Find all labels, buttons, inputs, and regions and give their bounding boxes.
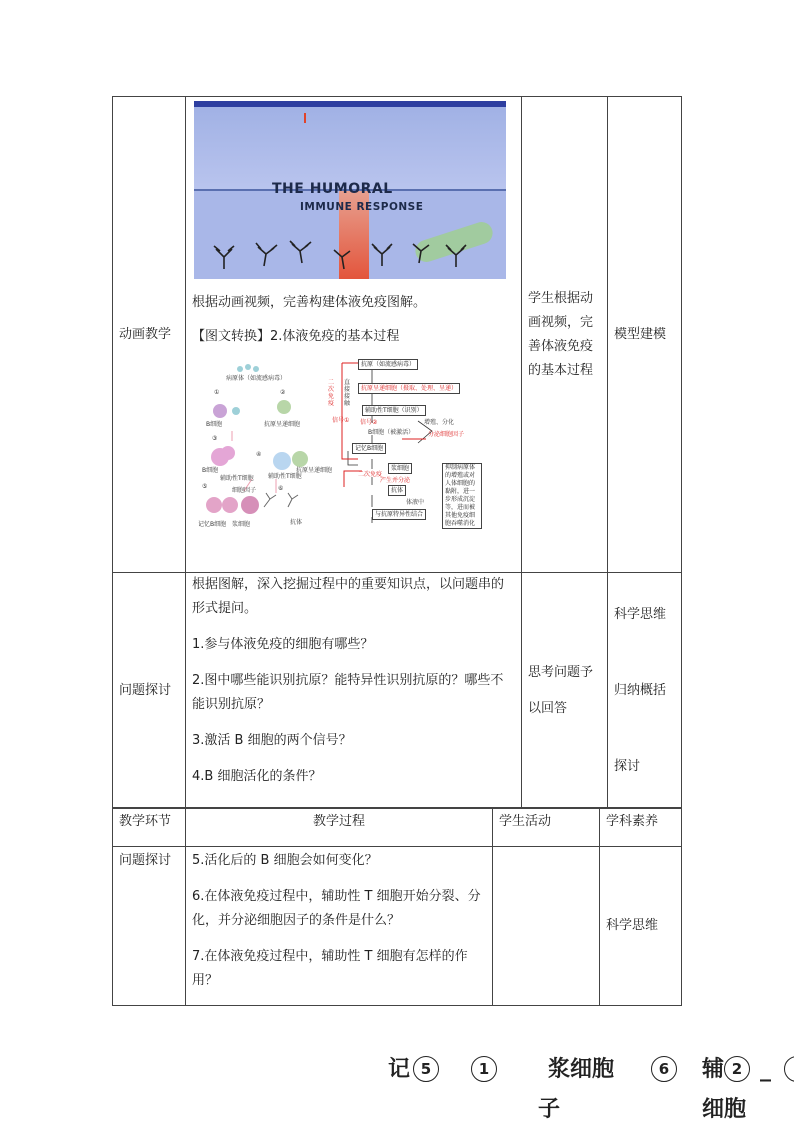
literacy-cell	[608, 97, 682, 573]
literacy-1: 科学思维	[614, 606, 667, 622]
fc-mem: 记忆B细胞	[352, 443, 386, 454]
plasma-cell-text: 浆细胞	[548, 1057, 615, 1082]
section-cell	[113, 847, 186, 1006]
student-activity-cell	[493, 847, 600, 1006]
process-cell	[186, 847, 493, 1006]
table-row	[113, 97, 682, 573]
question-4: 4.B 细胞活化的条件？	[192, 769, 322, 784]
process-cell	[186, 97, 522, 573]
section-label: 问题探讨	[119, 853, 172, 868]
question-1: 1.参与体液免疫的细胞有哪些？	[192, 637, 374, 652]
fc-signal: 信号①	[332, 417, 350, 424]
circle-number-1: 1	[471, 1056, 497, 1082]
cytokine-label: 细胞因子	[232, 487, 257, 494]
header-activity: 学生活动	[499, 814, 552, 829]
section-cell	[113, 573, 186, 809]
fc-produce: 产生并分泌	[380, 477, 411, 484]
student-activity-cell	[522, 97, 608, 573]
circle-number-5: 5	[413, 1056, 439, 1082]
circle-partial	[784, 1056, 794, 1082]
table-row	[113, 847, 682, 1006]
antibody-icon	[372, 244, 392, 266]
memory-label: 记忆B细胞	[198, 521, 227, 528]
apc2-label: 抗原呈递细胞	[296, 467, 333, 474]
fc-antigen: 抗原（如流感病毒）	[358, 359, 418, 370]
section-label: 问题探讨	[119, 682, 172, 698]
step-6: ⑥	[278, 485, 284, 492]
apc-label: 抗原呈递细胞	[264, 421, 301, 428]
fc-b: B细胞（被激活）	[368, 429, 415, 436]
literacy-cell	[600, 847, 682, 1006]
dash-text: _	[760, 1057, 771, 1082]
lesson-table-2	[112, 807, 682, 1006]
cell-text: 细胞	[702, 1097, 747, 1122]
question-2: 2.图中哪些能识别抗原？能特异性识别抗原的？哪些不能识别抗原？	[192, 673, 504, 712]
fc-second: 二次免疫	[328, 379, 335, 407]
literacy-3: 探讨	[614, 758, 641, 774]
intro-text: 根据图解，深入挖掘过程中的重要知识点，以问题串的形式提问。	[192, 577, 505, 616]
antibody-icons	[194, 101, 506, 279]
fc-th: 辅助性T细胞（识别）	[362, 405, 426, 416]
student-activity-cell	[522, 573, 608, 809]
video-title: THE HUMORAL	[272, 181, 393, 197]
bcell2-label: B细胞	[202, 467, 219, 474]
fc-direct: 直接接触	[344, 379, 351, 407]
header-process: 教学过程	[312, 814, 365, 829]
header-cell	[186, 808, 493, 847]
antibody-icon	[446, 245, 466, 267]
fragment-text: 记	[388, 1057, 411, 1082]
circle-number-2: 2	[724, 1056, 750, 1082]
table-header-row	[113, 808, 682, 847]
table-row	[113, 573, 682, 809]
literacy: 模型建模	[614, 326, 667, 342]
circle-number-6: 6	[651, 1056, 677, 1082]
instruction-text: 根据动画视频，完善构建体液免疫图解。	[192, 295, 427, 310]
step-3: ③	[212, 435, 218, 442]
fc-side: 抑制病原体的增殖或对人体细胞的黏附，进一步形成沉淀等，进而被其他免疫细胞吞噬消化	[442, 463, 482, 529]
fc-signal2: 信号②	[360, 419, 378, 426]
antibody-icon	[290, 241, 311, 263]
pathogen-label: 病原体（如流感病毒）	[226, 375, 287, 382]
video-frame[interactable]	[194, 101, 506, 279]
step-1: ①	[214, 389, 220, 396]
question-6: 6.在体液免疫过程中，辅助性 T 细胞开始分裂、分化，并分泌细胞因子的条件是什么？	[192, 889, 481, 928]
fc-ab: 抗体	[388, 485, 406, 496]
student-activity: 学生根据动画视频，完善体液免疫的基本过程	[528, 290, 594, 378]
literacy-cell	[608, 573, 682, 809]
bcell-label: B细胞	[206, 421, 223, 428]
student-activity: 思考问题予以回答	[528, 664, 594, 716]
step-4: ④	[256, 451, 262, 458]
antibody-label: 抗体	[290, 519, 303, 526]
header-literacy: 学科素养	[606, 814, 659, 829]
antibody-icon	[256, 243, 277, 266]
header-cell	[113, 808, 186, 847]
section-label: 动画教学	[119, 326, 172, 342]
fc-apc: 抗原呈递细胞（摄取、处理、呈递）	[358, 383, 460, 394]
section-cell	[113, 97, 186, 573]
video-subtitle: IMMUNE RESPONSE	[300, 201, 424, 213]
th-label: 辅助性T细胞	[220, 475, 254, 482]
antibody-icon	[413, 244, 429, 263]
th2-label: 辅助性T细胞	[268, 473, 302, 480]
antibody-icon	[214, 246, 234, 269]
step-2: ②	[280, 389, 286, 396]
bottom-fragment	[0, 1052, 794, 1123]
plasma-label: 浆细胞	[232, 521, 251, 528]
fc-second2: 二次免疫	[358, 471, 383, 478]
header-cell	[493, 808, 600, 847]
question-7: 7.在体液免疫过程中，辅助性 T 细胞有怎样的作用？	[192, 949, 468, 988]
fc-cytokine: 分泌细胞因子	[428, 431, 465, 438]
literacy: 科学思维	[606, 918, 659, 933]
question-3: 3.激活 B 细胞的两个信号？	[192, 733, 352, 748]
header-cell	[600, 808, 682, 847]
literacy-2: 归纳概括	[614, 682, 667, 698]
header-section: 教学环节	[119, 814, 172, 829]
antibody-icon	[334, 250, 350, 269]
fc-fluid: 体液中	[406, 499, 425, 506]
question-5: 5.活化后的 B 细胞会如何变化？	[192, 853, 378, 868]
fc-plasma: 浆细胞	[388, 463, 412, 474]
plasma-tail-text: 子	[538, 1097, 561, 1122]
figure-title: 【图文转换】2.体液免疫的基本过程	[192, 329, 400, 344]
assist-text: 辅	[702, 1057, 725, 1082]
fc-bind: 与抗原特异性结合	[372, 509, 426, 520]
fc-split: 增殖、分化	[424, 419, 455, 426]
humoral-immunity-diagram	[192, 359, 508, 544]
step-5: ⑤	[202, 483, 208, 490]
lesson-table-1	[112, 96, 682, 809]
process-cell	[186, 573, 522, 809]
